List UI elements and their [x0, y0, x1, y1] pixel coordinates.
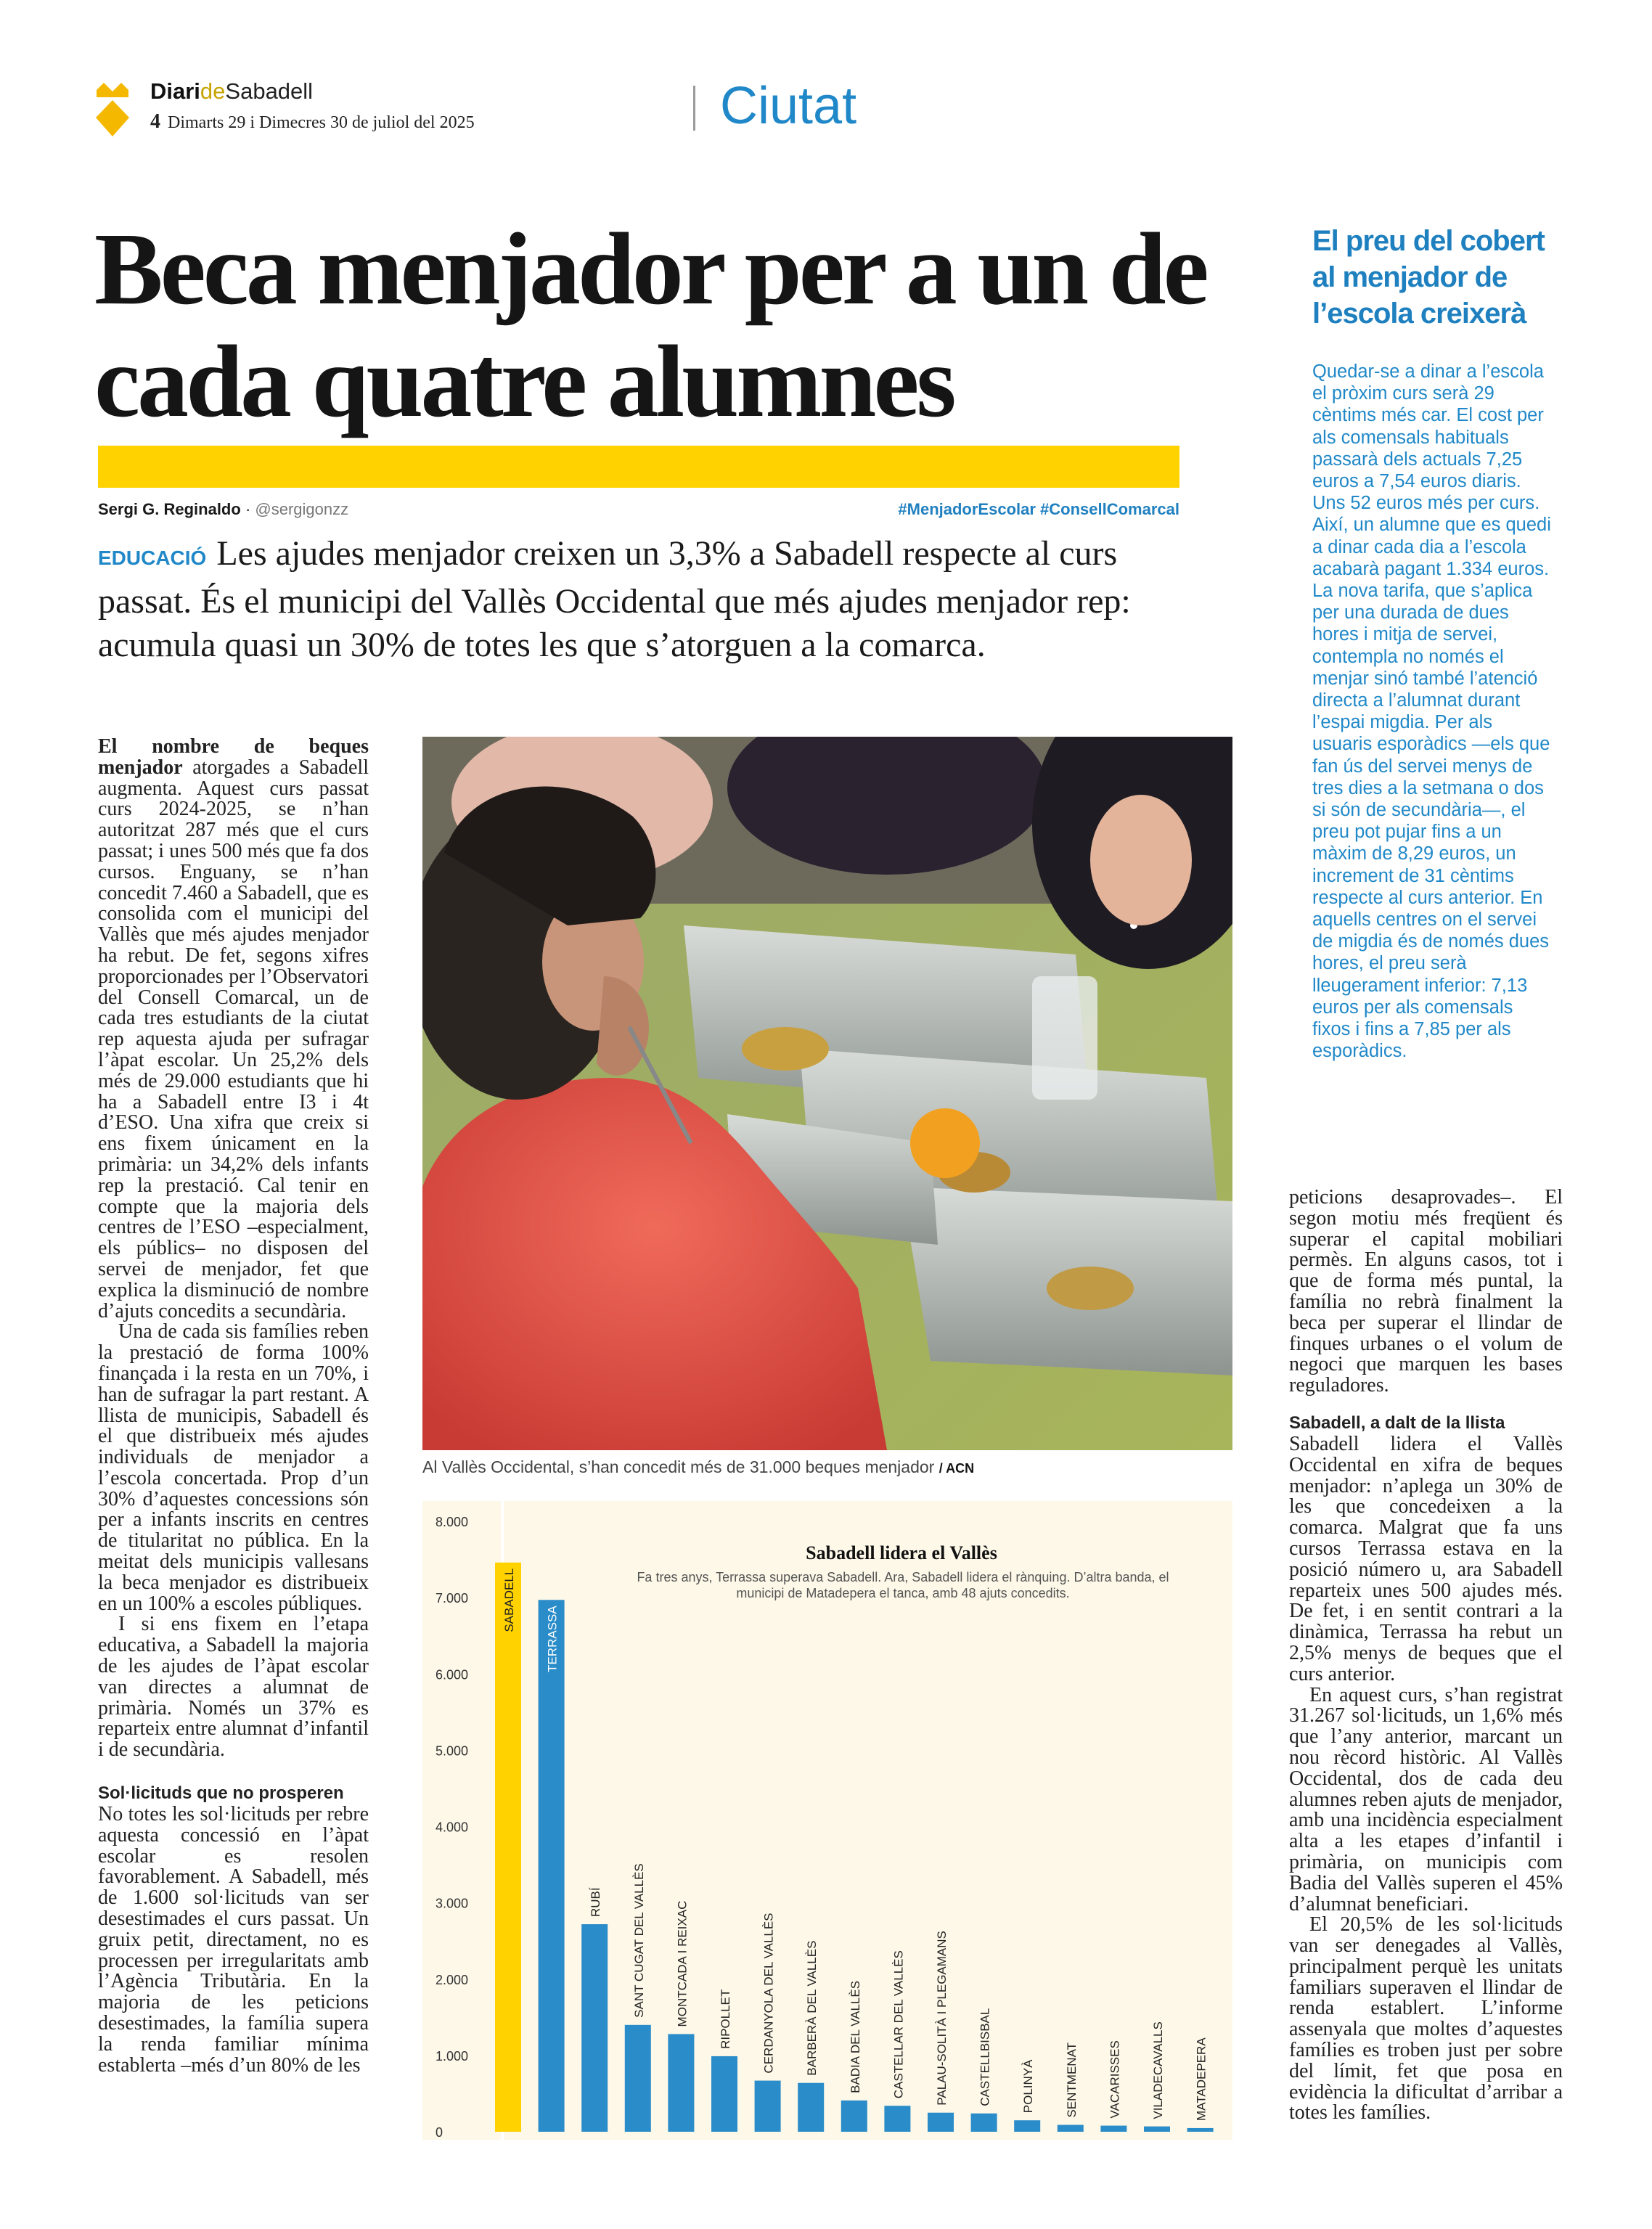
brand-de: de [200, 78, 226, 104]
bar [971, 2114, 997, 2132]
section-divider [693, 86, 695, 131]
photo-caption [422, 1457, 974, 1477]
brand-city: Sabadell [225, 78, 314, 104]
bar-label: MATADEPERA [1194, 2037, 1209, 2121]
page-number: 4 [150, 110, 160, 133]
body-column-3 [1289, 1187, 1563, 2124]
y-tick-label: 3.000 [436, 1896, 469, 1911]
sidebar-title: El preu del cobert al menjador de l’escola creixerà [1312, 225, 1545, 330]
sidebar-body: Quedar-se a dinar a l’escola el pròxim curs serà 29 cèntims més car. El cost per als comensals habituals passarà dels actuals 7,25 euros a 7,54 euros diaris. Uns 52 euros més per curs. Així, un alumne que es quedi a dinar cada dia a l’escola acabarà pagant 1.334 euros. La nova tarifa, que s’aplica per una durada de dues hores i mitja de servei, contempla no només el menjar sinó també l’atenció directa a l’alumnat durant l’espai migdia. Per als usuaris esporàdics —els que fan ús del servei menys de tres dies a la setmana o dos si són de secundària—, el preu pot pujar fins a un màxim de 8,29 euros, un increment de 31 cèntims respecte al curs anterior. En aquells centres on el servei de migdia és de només dues hores, el preu serà lleugerament inferior: 7,13 euros per als comensals fixos i fins a 7,85 per als esporàdics. [1312, 361, 1551, 1062]
y-tick-label: 7.000 [436, 1591, 469, 1606]
author-handle[interactable]: @sergigonzz [255, 500, 349, 518]
bar [539, 1600, 565, 2132]
bar-label: CASTELLAR DEL VALLÈS [891, 1950, 906, 2099]
photo-illustration [422, 737, 1232, 1450]
bar [1100, 2126, 1126, 2132]
bar-label: RIPOLLET [719, 1989, 732, 2049]
section-title[interactable]: Ciutat [720, 77, 857, 135]
bar [625, 2025, 651, 2132]
bar-label: PALAU-SOLITÀ I PLEGAMANS [935, 1931, 949, 2106]
chart-title: Sabadell lidera el Vallès [806, 1542, 997, 1563]
bar [1058, 2125, 1084, 2132]
body-paragraph: El 20,5% de les sol·licituds van ser denegades al Vallès, principalment perquè les unitats familiars superaven el llindar de renda establert. L’informe assenyala que moltes d’aquestes famílies es troben just per sobre del límit, fet que posa en evidència la dificultat d’arribar a totes les famílies. [1289, 1913, 1563, 2124]
body-paragraph: I si ens fixem en l’etapa educativa, a Sabadell la majoria de les ajudes de l’àpat escolar van directes a alumnat de primària. Només un 37% es reparteix entre alumnat d’infantil i de secundària. [98, 1613, 369, 1762]
article-headline: Beca menjador per a un de cada quatre alumnes [94, 211, 1206, 438]
bar [1144, 2127, 1170, 2132]
caption-text: Al Vallès Occidental, s’han concedit més de 31.000 beques menjador [422, 1457, 935, 1476]
kicker-label: EDUCACIÓ [98, 547, 207, 569]
y-tick-label: 1.000 [436, 2048, 469, 2064]
body-paragraph: Sabadell lidera el Vallès Occidental en xifra de beques menjador: n’aplega un 30% de les que concedeixen a la comarca. Malgrat que fa uns cursos Terrassa estava en la posició número u, ara Sabadell reparteix unes 500 ajudes més. De fet, i en sentit contrari a la dinàmica, Terrassa ha rebut un 2,5% menys de beques que el curs anterior. [1289, 1432, 1563, 1685]
article-photo [422, 737, 1232, 1450]
bar-label: BARBERÀ DEL VALLÈS [805, 1940, 819, 2076]
bar-label: CASTELLBISBAL [978, 2008, 992, 2106]
bar-label: MONTCADA I REIXAC [675, 1900, 690, 2027]
body-paragraph: peticions desaprovades–. El segon motiu més freqüent és superar el capital mobiliari permès. En alguns casos, tot i que de forma més puntal, la família no rebrà finalment la beca per superar el llindar de finques urbanes o el volum de negoci que marquen les bases reguladores. [1289, 1186, 1563, 1397]
body-paragraph: No totes les sol·licituds per rebre aquesta concessió en l’àpat escolar es resolen favorablement. A Sabadell, més de 1.600 sol·licituds van ser desestimades el curs passat. Un gruix petit, directament, no es processen per irregularitats amb l’Agència Tributària. En la majoria de les peticions desestimades, la família supera la renda familiar mínima establerta –més d’un 80% de les [98, 1803, 369, 2077]
bar-label: VILADECAVALLS [1151, 2021, 1165, 2119]
bar-label: BADIA DEL VALLÈS [848, 1980, 862, 2093]
bar [1187, 2128, 1214, 2132]
bar [711, 2056, 737, 2132]
byline-separator: · [245, 500, 251, 518]
headline-accent-bar [98, 446, 1179, 488]
bar [884, 2106, 910, 2132]
dateline [150, 110, 475, 134]
bar-label: SENTMENAT [1064, 2042, 1079, 2118]
bar [755, 2081, 781, 2132]
subheading: Sol·licituds que no prosperen [98, 1783, 344, 1804]
author-name: Sergi G. Reginaldo [98, 500, 241, 518]
bar [798, 2083, 824, 2132]
bar-label: RUBÍ [589, 1887, 603, 1918]
hashtags[interactable]: #MenjadorEscolar #ConsellComarcal [898, 500, 1179, 518]
bar [841, 2101, 867, 2132]
byline [98, 500, 348, 519]
bar-chart [422, 1501, 1232, 2140]
bar-label: SABADELL [502, 1568, 516, 1632]
y-tick-label: 4.000 [436, 1820, 469, 1835]
lead-text: Les ajudes menjador creixen un 3,3% a Sabadell respecte al curs passat. És el municipi del Vallès Occidental que més ajudes menjador rep: acumula quasi un 30% de totes les que s’atorguen a la comarca. [98, 534, 1131, 664]
bar-label: POLINYÀ [1021, 2059, 1036, 2114]
body-column-1 [98, 737, 369, 2076]
bar [581, 1924, 608, 2132]
bar-label: TERRASSA [545, 1606, 560, 1672]
y-tick-label: 2.000 [436, 1972, 469, 1987]
y-tick-label: 5.000 [436, 1743, 469, 1759]
body-paragraph: atorgades a Sabadell augmenta. Aquest curs passat curs 2024-2025, se n’han autoritzat 287 més que el curs passat; i unes 500 més que fa dos cursos. Enguany, se n’han concedit 7.460 a Sabadell, que es consolida com el municipi del Vallès que més ajudes menjador ha rebut. De fet, segons xifres proporcionades per l’Observatori del Consell Comarcal, un de cada tres estudiants de la ciutat rep aquesta ajuda per sufragar l’àpat escolar. Un 25,2% dels més de 29.000 estudiants que hi ha a Sabadell entre I3 i 4t d’ESO. Una xifra que creix si ens fixem únicament en la primària: un 34,2% dels infants rep la prestació. Cal tenir en compte que la majoria dels centres de l’ESO –especialment, els públics– no disposen del servei de menjador, fet que explica la disminució de nombre d’ajuts concedits a secundària. [98, 756, 369, 1322]
bar [668, 2034, 694, 2132]
bar-label: SANT CUGAT DEL VALLÈS [631, 1863, 646, 2018]
photo-credit: / ACN [939, 1461, 975, 1476]
chart-subtitle-box [620, 1569, 1186, 1613]
issue-date: Dimarts 29 i Dimecres 30 de juliol del 2025 [168, 113, 475, 132]
bar [495, 1563, 521, 2132]
body-paragraph: Una de cada sis famílies reben la prestació de forma 100% finançada i la resta en un 70%, i han de sufragar la part restant. A llista de municipis, Sabadell és el que distribueix més ajudes individuals de menjador a l’escola concertada. Prop d’un 30% d’aquestes concessions són per a infants inscrits en centres de titularitat no pública. En la meitat dels municipis vallesans la beca menjador es distribueix en un 100% a escoles públiques. [98, 1320, 369, 1615]
body-paragraph: En aquest curs, s’han registrat 31.267 sol·licituds, un 1,6% més que l’any anterior, marcant un nou rècord històric. Al Vallès Occidental, dos de cada deu alumnes reben ajuts de menjador, amb una incidència especialment alta a les etapes d’infantil i primària, on municipis com Badia del Vallès superen el 45% d’alumnat beneficiari. [1289, 1683, 1563, 1915]
lead-in: El nombre de beques menjador [98, 735, 369, 779]
bar-label: CERDANYOLA DEL VALLÈS [761, 1913, 776, 2074]
y-tick-label: 8.000 [436, 1515, 469, 1529]
bar [928, 2113, 954, 2132]
subheading: Sabadell, a dalt de la llista [1289, 1412, 1505, 1433]
brand-name[interactable] [150, 78, 313, 105]
y-tick-label: 0 [436, 2125, 443, 2140]
bar [1014, 2120, 1040, 2132]
article-lead [98, 532, 1187, 667]
y-tick-label: 6.000 [436, 1667, 469, 1682]
brand-bold: Diari [150, 78, 200, 104]
diari-logo-icon [94, 81, 131, 139]
chart-subtitle: Fa tres anys, Terrassa superava Sabadell. Ara, Sabadell lidera el rànquing. D’altra banda, el municipi de Matadepera el tanca, amb 48 ajuts concedits. [637, 1570, 1169, 1600]
bar-label: VACARISSES [1108, 2040, 1122, 2119]
